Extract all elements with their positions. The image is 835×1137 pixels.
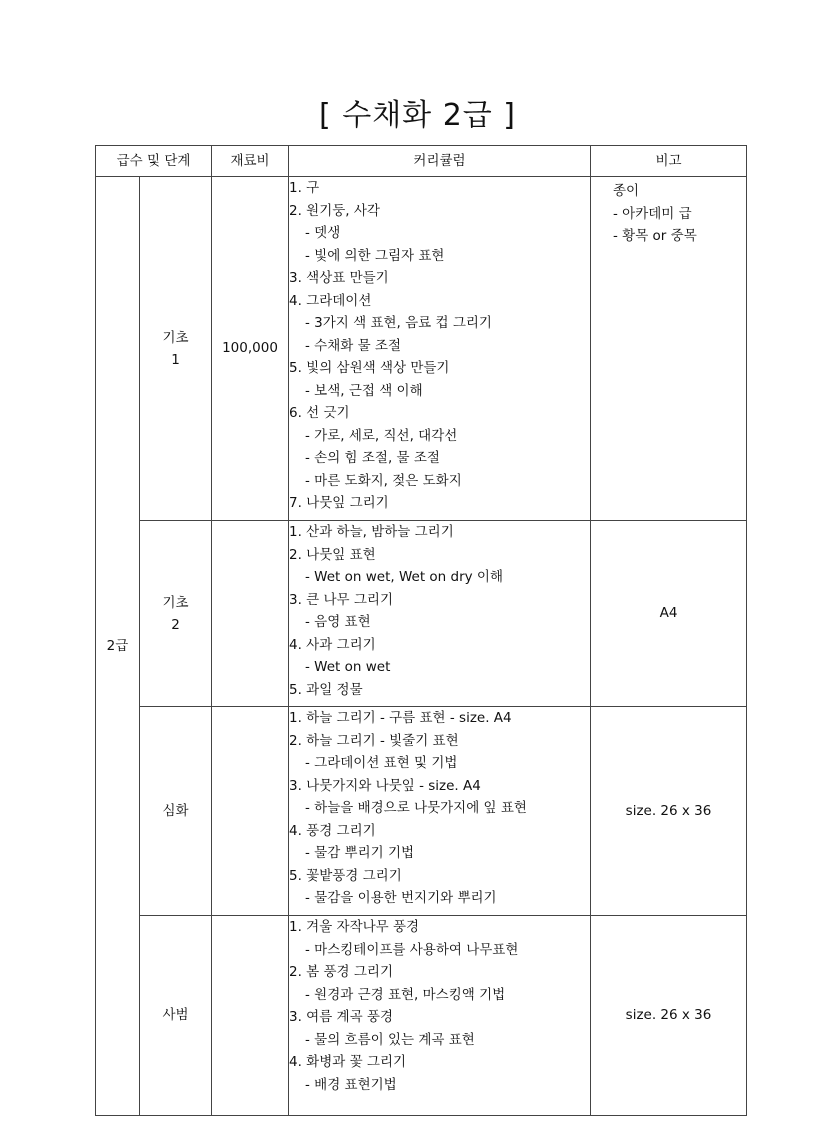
note-line: 종이 bbox=[613, 183, 640, 199]
curriculum-line: 7. 나뭇잎 그리기 bbox=[289, 495, 389, 511]
curriculum-cell bbox=[289, 916, 591, 1116]
curriculum-line: 2. 봄 풍경 그리기 bbox=[289, 964, 394, 980]
stage-name-line: 2 bbox=[171, 616, 180, 633]
note-cell: size. 26 x 36 bbox=[591, 707, 747, 916]
header-row bbox=[96, 146, 747, 177]
curriculum-subline: - 손의 힘 조절, 물 조절 bbox=[305, 450, 440, 466]
fee-cell bbox=[212, 916, 289, 1116]
curriculum-line: 2. 하늘 그리기 - 빛줄기 표현 bbox=[289, 732, 459, 749]
note-cell: size. 26 x 36 bbox=[591, 916, 747, 1116]
curriculum-subline: - 마른 도화지, 젖은 도화지 bbox=[305, 472, 462, 489]
curriculum-cell bbox=[289, 177, 591, 521]
stage-name-line: 기초 bbox=[162, 329, 189, 346]
curriculum-line: 3. 큰 나무 그리기 bbox=[289, 591, 394, 608]
curriculum-subline: - 수채화 물 조절 bbox=[305, 337, 402, 354]
curriculum-line: 5. 과일 정물 bbox=[289, 681, 363, 698]
note-cell: A4 bbox=[591, 521, 747, 707]
curriculum-line: 5. 빛의 삼원색 색상 만들기 bbox=[289, 360, 450, 376]
curriculum-subline: - 물감을 이용한 번지기와 뿌리기 bbox=[305, 890, 497, 906]
curriculum-subline: - 뎃생 bbox=[305, 225, 341, 241]
curriculum-cell bbox=[289, 707, 591, 916]
curriculum-subline: - 배경 표현기법 bbox=[305, 1076, 397, 1093]
table-row bbox=[96, 521, 747, 707]
curriculum-subline: - 물감 뿌리기 기법 bbox=[305, 845, 415, 861]
curriculum-line: 4. 화병과 꽃 그리기 bbox=[289, 1054, 407, 1070]
stage-name-cell: 사범 bbox=[140, 916, 212, 1116]
table-row bbox=[96, 177, 747, 521]
header-grade-stage: 급수 및 단계 bbox=[96, 146, 212, 177]
table-row bbox=[96, 916, 747, 1116]
curriculum-subline: - Wet on wet bbox=[305, 659, 391, 675]
curriculum-line: 1. 구 bbox=[289, 180, 320, 196]
stage-name-cell: 심화 bbox=[140, 707, 212, 916]
fee-cell bbox=[212, 521, 289, 707]
stage-name-cell bbox=[140, 177, 212, 521]
stage-name-cell bbox=[140, 521, 212, 707]
curriculum-line: 3. 여름 계곡 풍경 bbox=[289, 1009, 394, 1025]
curriculum-subline: - 그라데이션 표현 및 기법 bbox=[305, 755, 458, 771]
curriculum-line: 1. 하늘 그리기 - 구름 표현 - size. A4 bbox=[289, 710, 512, 726]
curriculum-line: 2. 원기둥, 사각 bbox=[289, 202, 380, 219]
curriculum-line: 1. 겨울 자작나무 풍경 bbox=[289, 919, 420, 935]
table-row bbox=[96, 707, 747, 916]
curriculum-subline: - 보색, 근접 색 이해 bbox=[305, 382, 423, 399]
note-cell bbox=[591, 177, 747, 521]
page-title: [ 수채화 2급 ] bbox=[318, 98, 517, 133]
fee-cell: 100,000 bbox=[212, 177, 289, 521]
curriculum-subline: - 빛에 의한 그림자 표현 bbox=[305, 247, 445, 264]
curriculum-line: 3. 색상표 만들기 bbox=[289, 270, 389, 286]
curriculum-line: 4. 사과 그리기 bbox=[289, 636, 376, 653]
curriculum-cell bbox=[289, 521, 591, 707]
curriculum-subline: - 마스킹테이프를 사용하여 나무표현 bbox=[305, 941, 519, 958]
curriculum-line: 3. 나뭇가지와 나뭇잎 - size. A4 bbox=[289, 777, 481, 794]
grade-cell: 2급 bbox=[96, 177, 140, 1116]
note-line: - 황목 or 중목 bbox=[613, 228, 697, 244]
stage-name-line: 1 bbox=[171, 351, 180, 368]
curriculum-line: 5. 꽃밭풍경 그리기 bbox=[289, 867, 402, 884]
curriculum-subline: - 물의 흐름이 있는 계곡 표현 bbox=[305, 1031, 475, 1048]
header-note: 비고 bbox=[591, 146, 747, 177]
curriculum-table bbox=[95, 145, 747, 1116]
curriculum-subline: - 하늘을 배경으로 나뭇가지에 잎 표현 bbox=[305, 800, 527, 816]
stage-name-line: 기초 bbox=[162, 594, 189, 611]
curriculum-line: 4. 풍경 그리기 bbox=[289, 822, 376, 839]
curriculum-subline: - 음영 표현 bbox=[305, 614, 371, 630]
curriculum-line: 1. 산과 하늘, 밤하늘 그리기 bbox=[289, 524, 454, 540]
fee-cell bbox=[212, 707, 289, 916]
header-curriculum: 커리큘럼 bbox=[289, 146, 591, 177]
note-line: - 아카데미 급 bbox=[613, 205, 692, 222]
curriculum-subline: - 원경과 근경 표현, 마스킹액 기법 bbox=[305, 986, 506, 1003]
curriculum-subline: - 가로, 세로, 직선, 대각선 bbox=[305, 427, 458, 444]
curriculum-subline: - 3가지 색 표현, 음료 컵 그리기 bbox=[305, 315, 492, 331]
curriculum-subline: - Wet on wet, Wet on dry 이해 bbox=[305, 569, 503, 585]
curriculum-line: 4. 그라데이션 bbox=[289, 292, 372, 309]
curriculum-line: 2. 나뭇잎 표현 bbox=[289, 546, 376, 563]
header-fee: 재료비 bbox=[212, 146, 289, 177]
curriculum-line: 6. 선 긋기 bbox=[289, 405, 350, 421]
